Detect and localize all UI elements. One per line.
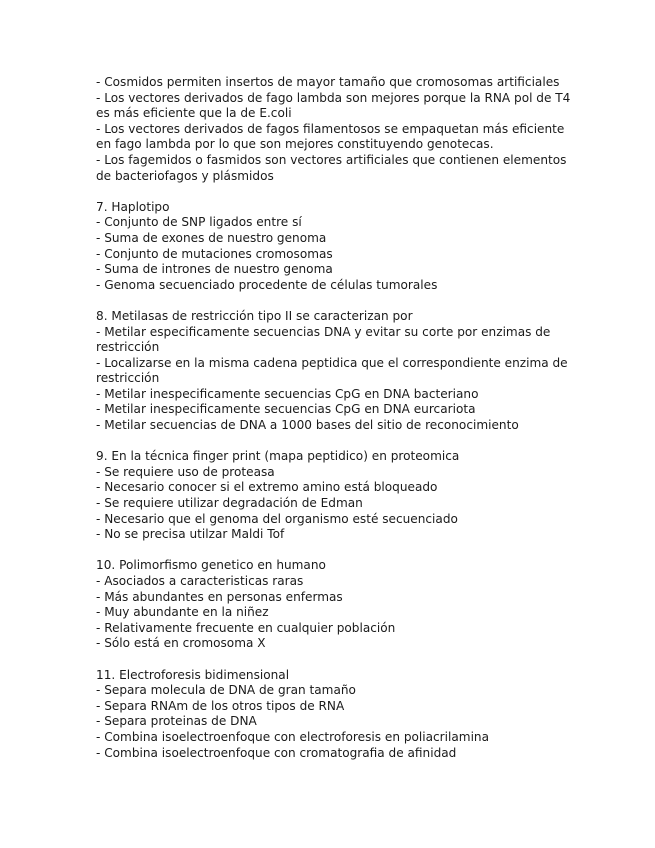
answer-option: - Conjunto de SNP ligados entre sí — [96, 215, 302, 230]
answer-option: - Relativamente frecuente en cualquier población — [96, 620, 396, 635]
question-10 — [96, 558, 576, 652]
answer-option: - Combina isoelectroenfoque con cromatografia de afinidad — [96, 745, 457, 760]
intro-line: - Los vectores derivados de fagos filamentosos se empaquetan más eficiente en fago lambda por lo que son mejores constituyendo genotecas. — [96, 121, 565, 152]
answer-option: - Metilar secuencias de DNA a 1000 bases del sitio de reconocimiento — [96, 418, 519, 433]
answer-option: - Metilar inespecificamente secuencias CpG en DNA bacteriano — [96, 386, 479, 401]
answer-option: - Metilar inespecificamente secuencias CpG en DNA eurcariota — [96, 402, 476, 417]
question-title: 10. Polimorfismo genetico en humano — [96, 558, 326, 573]
answer-option: - Metilar especificamente secuencias DNA y evitar su corte por enzimas de restricción — [96, 324, 551, 355]
question-title: 8. Metilasas de restricción tipo II se caracterizan por — [96, 308, 413, 323]
answer-option: - Genoma secuenciado procedente de células tumorales — [96, 277, 438, 292]
question-title: 7. Haplotipo — [96, 199, 170, 214]
answer-option: - Suma de intrones de nuestro genoma — [96, 262, 333, 277]
question-title: 11. Electroforesis bidimensional — [96, 667, 290, 682]
answer-option: - No se precisa utilzar Maldi Tof — [96, 527, 285, 542]
answer-option: - Separa RNAm de los otros tipos de RNA — [96, 698, 345, 713]
answer-option: - Se requiere uso de proteasa — [96, 464, 275, 479]
answer-option: - Sólo está en cromosoma X — [96, 636, 266, 651]
intro-line: - Los vectores derivados de fago lambda son mejores porque la RNA pol de T4 es más eficiente que la de E.coli — [96, 90, 571, 121]
answer-option: - Muy abundante en la niñez — [96, 605, 269, 620]
question-11 — [96, 668, 576, 762]
intro-block — [96, 75, 576, 184]
answer-option: - Más abundantes en personas enfermas — [96, 589, 343, 604]
answer-option: - Conjunto de mutaciones cromosomas — [96, 246, 333, 261]
question-8 — [96, 309, 576, 434]
answer-option: - Necesario que el genoma del organismo esté secuenciado — [96, 511, 458, 526]
question-title: 9. En la técnica finger print (mapa peptidico) en proteomica — [96, 449, 460, 464]
intro-line: - Los fagemidos o fasmidos son vectores artificiales que contienen elementos de bacteriofagos y plásmidos — [96, 152, 567, 183]
answer-option: - Separa molecula de DNA de gran tamaño — [96, 683, 356, 698]
answer-option: - Suma de exones de nuestro genoma — [96, 230, 327, 245]
answer-option: - Separa proteinas de DNA — [96, 714, 257, 729]
question-9 — [96, 449, 576, 543]
answer-option: - Localizarse en la misma cadena peptidica que el correspondiente enzima de restricción — [96, 355, 568, 386]
answer-option: - Necesario conocer si el extremo amino está bloqueado — [96, 480, 438, 495]
intro-line: - Cosmidos permiten insertos de mayor tamaño que cromosomas artificiales — [96, 75, 560, 89]
answer-option: - Asociados a caracteristicas raras — [96, 574, 304, 588]
answer-option: - Se requiere utilizar degradación de Edman — [96, 496, 363, 511]
document-page — [96, 75, 576, 761]
question-7 — [96, 200, 576, 294]
answer-option: - Combina isoelectroenfoque con electroforesis en poliacrilamina — [96, 729, 490, 744]
